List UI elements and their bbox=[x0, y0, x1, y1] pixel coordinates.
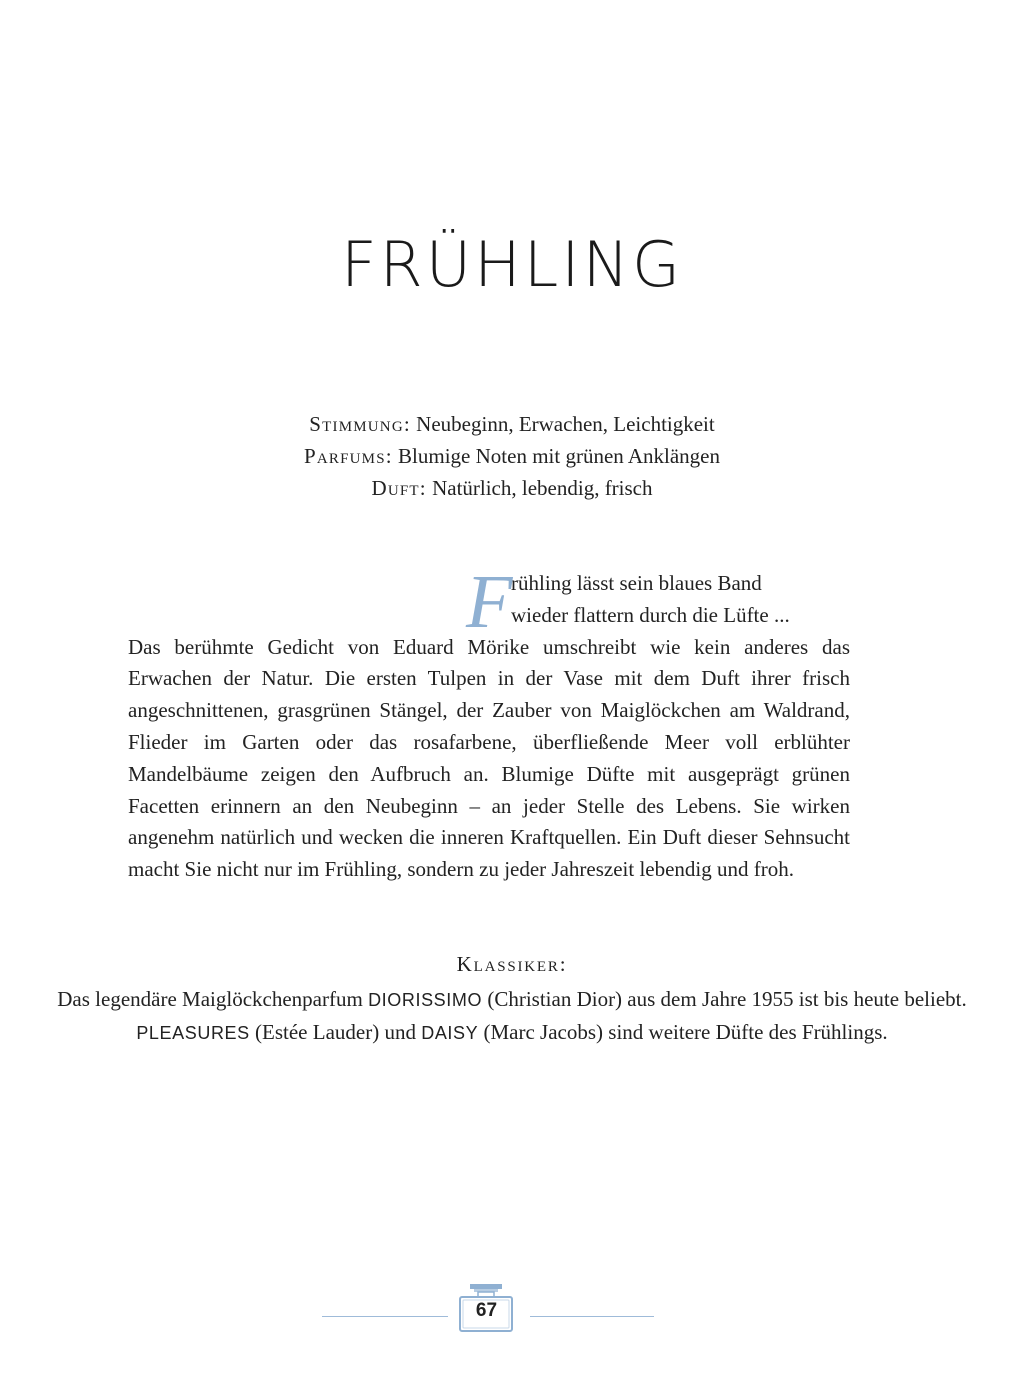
meta-line-mood bbox=[0, 408, 1024, 440]
classics-text-part: (Estée Lauder) und bbox=[249, 1019, 422, 1044]
body-paragraph bbox=[128, 560, 850, 886]
meta-value: Neubeginn, Erwachen, Leichtigkeit bbox=[410, 412, 715, 436]
meta-label: Stimmung: bbox=[309, 412, 411, 436]
meta-line-scent bbox=[0, 472, 1024, 504]
footer-divider-right bbox=[530, 1316, 654, 1317]
mood-summary bbox=[0, 408, 1024, 504]
meta-label: Duft: bbox=[371, 476, 427, 500]
page-title: FRÜHLING bbox=[341, 228, 683, 301]
first-line-text: rühling lässt sein blaues Band bbox=[511, 571, 762, 595]
meta-line-perfumes bbox=[0, 440, 1024, 472]
classics-text bbox=[0, 984, 1024, 1050]
meta-value: Natürlich, lebendig, frisch bbox=[426, 476, 653, 500]
second-line: wieder flattern durch die Lüfte ... bbox=[511, 602, 790, 627]
classics-text-part: Das legendäre Maiglöckchenparfum bbox=[57, 987, 369, 1011]
paragraph-text: Das berühmte Gedicht von Eduard Mörike umschreibt wie kein anderes das Erwachen der Natur. Die ersten Tulpen in der Vase mit dem Duft ihrer frisch angeschnittenen, grasgrünen Stängel, der Zauber von Maiglöckchen am Waldrand, Flieder im Garten oder das rosafarbene, überfließende Meer voll erblühter Mandelbäume zeigen den Aufbruch an. Blumige Düfte mit ausgeprägt grünen Facetten erinnern an den Neubeginn – an jeder Stelle des Lebens. Sie wirken angenehm natürlich und wecken die inneren Kraftquellen. Ein Duft dieser Sehnsucht macht Sie nicht nur im Frühling, sondern zu jeder Jahreszeit lebendig und froh. bbox=[128, 634, 850, 882]
brand-diorissimo: DIORISSIMO bbox=[368, 990, 483, 1010]
classics-text-part: (Christian Dior) aus dem Jahre 1955 ist bis heute beliebt. bbox=[482, 987, 967, 1011]
drop-cap: F bbox=[466, 560, 513, 644]
classics-heading: Klassiker: bbox=[456, 952, 568, 976]
meta-label: Parfums: bbox=[303, 444, 393, 468]
meta-value: Blumige Noten mit grünen Anklängen bbox=[392, 444, 720, 468]
brand-pleasures: PLEASURES bbox=[136, 1022, 250, 1043]
footer-divider-left bbox=[322, 1316, 448, 1317]
classics-text-part: (Marc Jacobs) sind weitere Düfte des Frühlings. bbox=[478, 1019, 888, 1044]
brand-daisy: DAISY bbox=[421, 1022, 479, 1043]
page-number: 67 bbox=[475, 1300, 498, 1321]
